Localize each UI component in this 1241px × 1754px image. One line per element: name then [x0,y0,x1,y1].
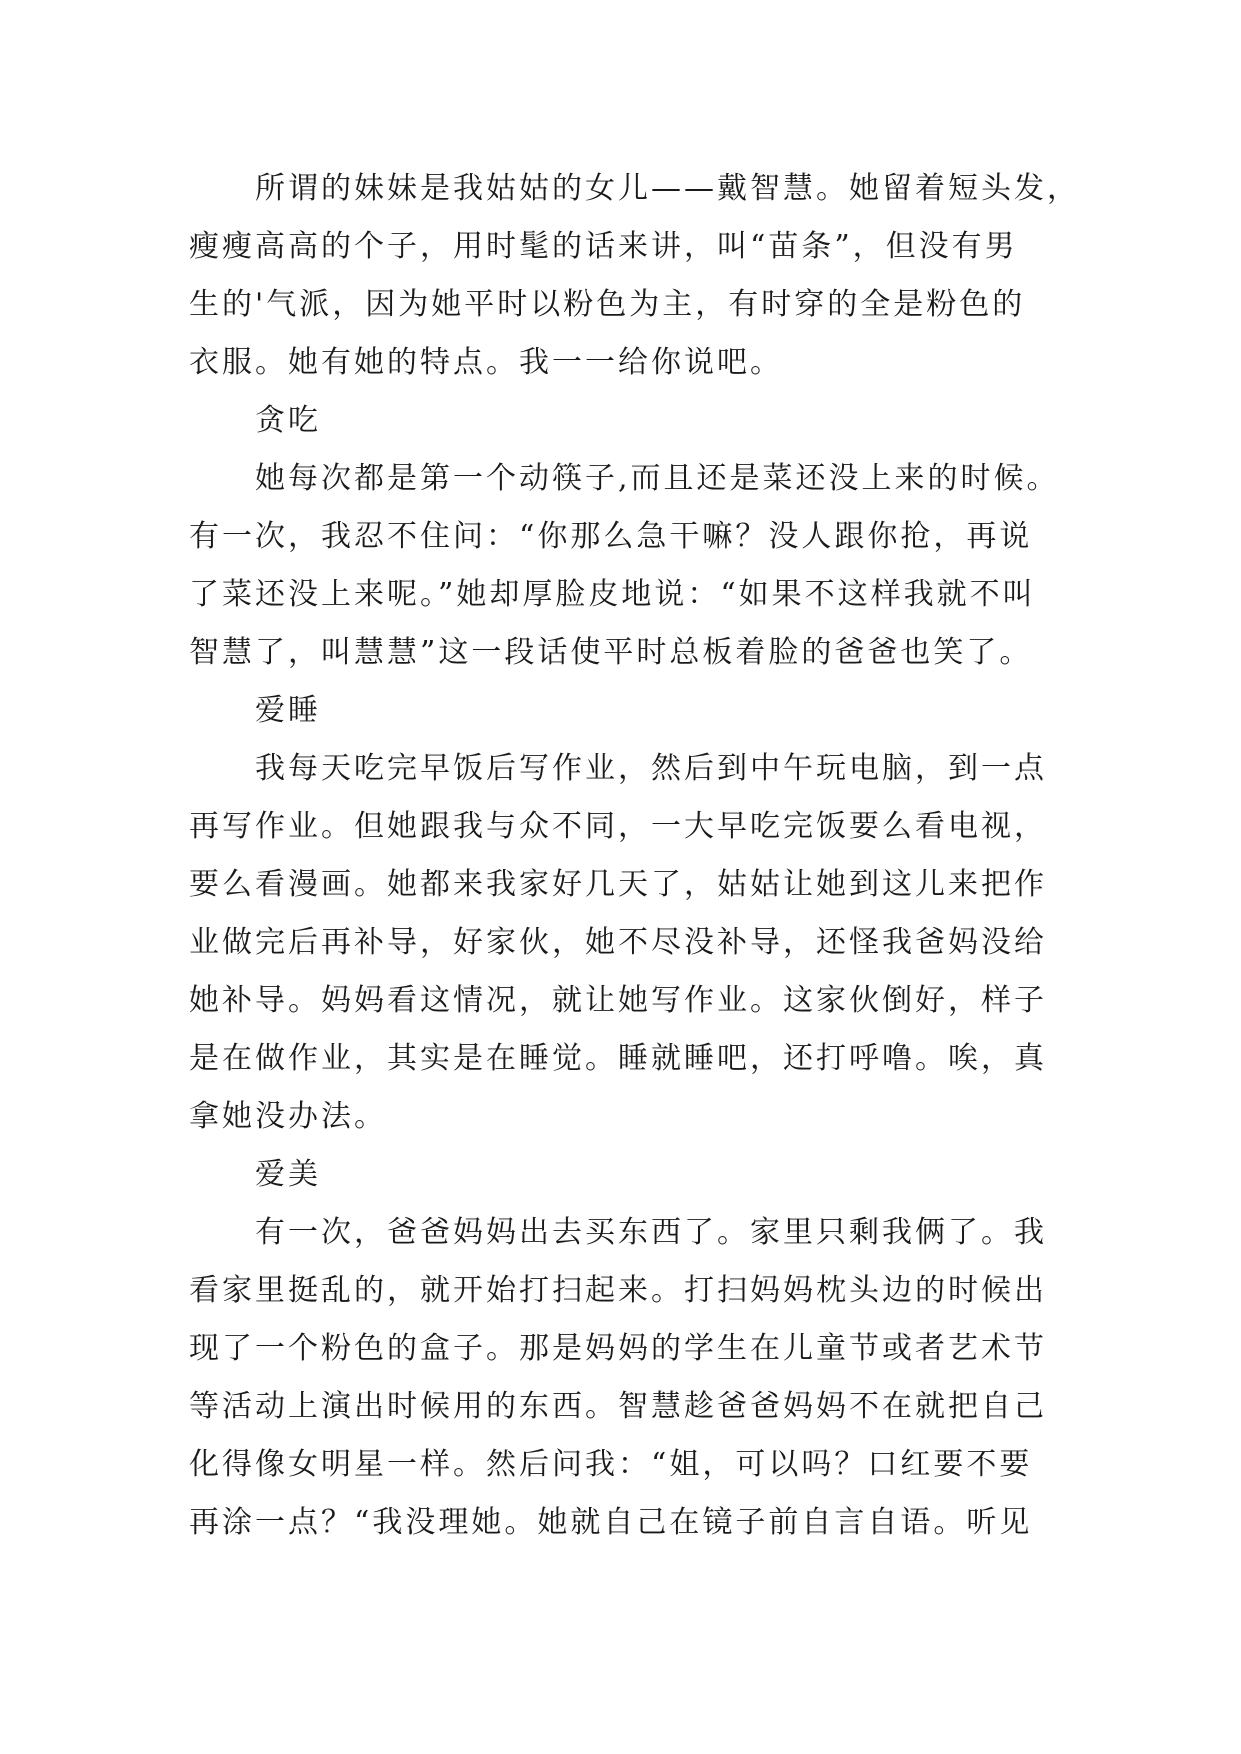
paragraph-line: 现了一个粉色的盒子。那是妈妈的学生在儿童节或者艺术节 [189,1331,1047,1366]
section-heading: 爱美 [255,1157,321,1192]
paragraph-line: 智慧了，叫慧慧”这一段话使平时总板着脸的爸爸也笑了。 [189,635,1033,670]
section-heading: 爱睡 [255,693,321,728]
paragraph-line: 衣服。她有她的特点。我一一给你说吧。 [189,345,783,380]
paragraph-line: 我每天吃完早饭后写作业，然后到中午玩电脑，到一点 [255,751,1047,786]
paragraph-line: 生的'气派，因为她平时以粉色为主，有时穿的全是粉色的 [189,287,1026,322]
paragraph-line: 化得像女明星一样。然后问我：“姐，可以吗？口红要不要 [189,1447,1033,1482]
paragraph-line: 有一次，我忍不住问：“你那么急干嘛？没人跟你抢，再说 [189,519,1033,554]
paragraph-line: 是在做作业，其实是在睡觉。睡就睡吧，还打呼噜。唉，真 [189,1041,1047,1076]
paragraph-line: 看家里挺乱的，就开始打扫起来。打扫妈妈枕头边的时候出 [189,1273,1047,1308]
section-heading: 贪吃 [255,403,321,438]
paragraph-line: 要么看漫画。她都来我家好几天了，姑姑让她到这儿来把作 [189,867,1047,902]
paragraph-line: 业做完后再补导，好家伙，她不尽没补导，还怪我爸妈没给 [189,925,1047,960]
paragraph-line: 拿她没办法。 [189,1099,387,1134]
paragraph-line: 有一次，爸爸妈妈出去买东西了。家里只剩我俩了。我 [255,1215,1047,1250]
paragraph-line: 她补导。妈妈看这情况，就让她写作业。这家伙倒好，样子 [189,983,1047,1018]
paragraph-line: 所谓的妹妹是我姑姑的女儿——戴智慧。她留着短头发， [255,171,1080,206]
paragraph-line: 再涂一点？“我没理她。她就自己在镜子前自言自语。听见 [189,1505,1033,1540]
paragraph-line: 了菜还没上来呢。”她却厚脸皮地说：“如果不这样我就不叫 [189,577,1036,612]
paragraph-line: 等活动上演出时候用的东西。智慧趁爸爸妈妈不在就把自己 [189,1389,1047,1424]
paragraph-line: 她每次都是第一个动筷子,而且还是菜还没上来的时候。 [255,461,1060,496]
paragraph-line: 瘦瘦高高的个子，用时髦的话来讲，叫“苗条”，但没有男 [189,229,1018,264]
document-body [189,160,1089,1552]
paragraph-line: 再写作业。但她跟我与众不同，一大早吃完饭要么看电视， [189,809,1047,844]
